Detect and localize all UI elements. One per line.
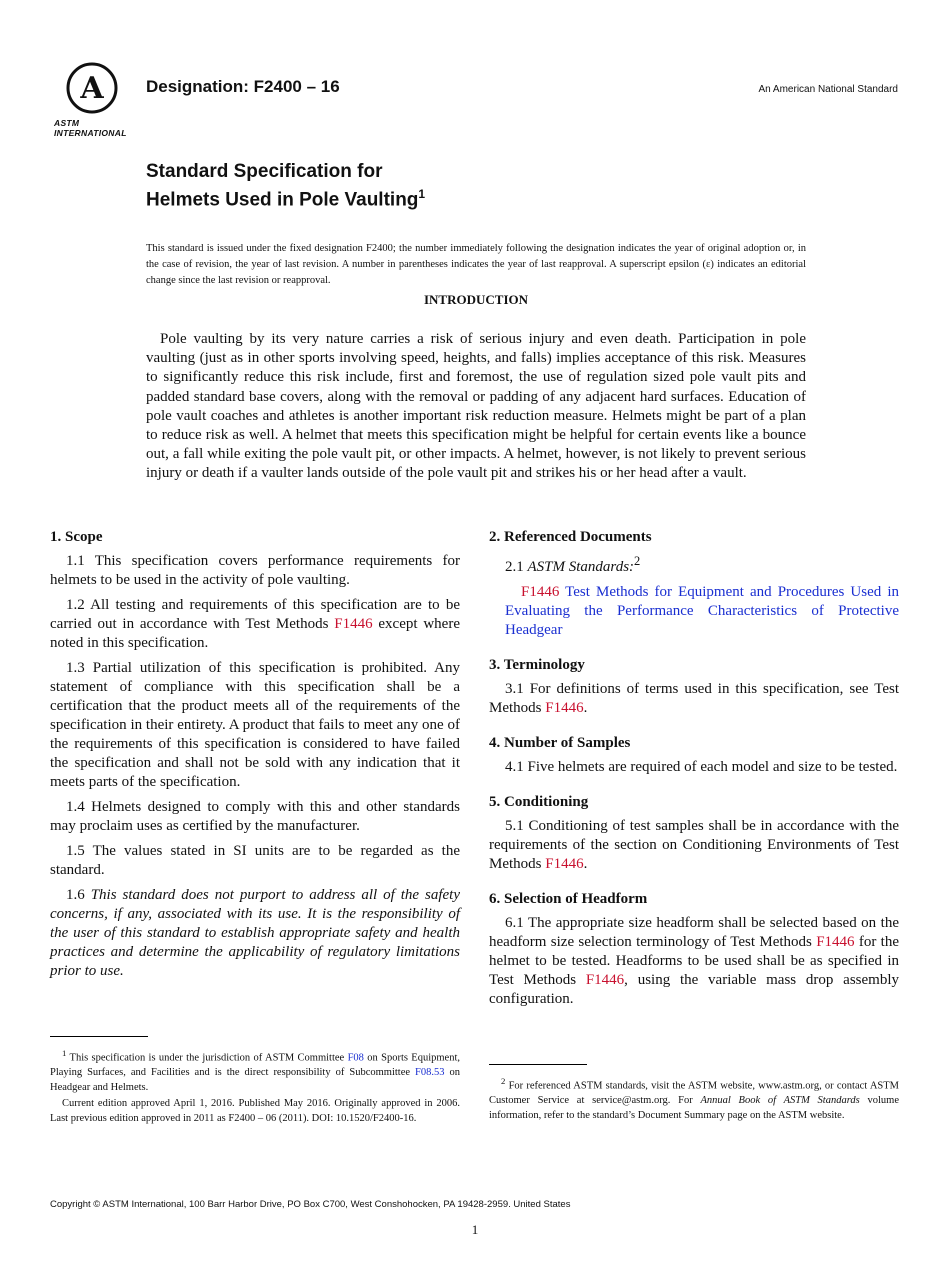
page-title — [146, 160, 425, 211]
para-1-4: 1.4 Helmets designed to comply with this and other standards may proclaim uses as certified by the manufacturer. — [50, 799, 460, 834]
link-f08[interactable]: F08 — [347, 1052, 364, 1064]
para-4-1: 4.1 Five helmets are required of each model and size to be tested. — [505, 759, 898, 775]
para-1-1: 1.1 This specification covers performance requirements for helmets to be used in the activity of pole vaulting. — [50, 553, 460, 588]
logo-wordmark: ASTM INTERNATIONAL — [54, 118, 127, 138]
link-f1446[interactable]: F1446 — [585, 972, 625, 988]
section-conditioning — [489, 793, 899, 874]
copyright: Copyright © ASTM International, 100 Barr Harbor Drive, PO Box C700, West Conshohocken, PA 19428-2959. United States — [50, 1199, 571, 1210]
referenced-heading: 2. Referenced Documents — [489, 529, 652, 545]
link-f1446[interactable]: F1446 — [334, 616, 373, 632]
section-samples — [489, 734, 899, 777]
terminology-heading: 3. Terminology — [489, 657, 585, 673]
samples-heading: 4. Number of Samples — [489, 735, 631, 751]
astm-logo — [52, 58, 134, 138]
left-column — [50, 528, 460, 997]
para-6-1: 6.1 The appropriate size headform shall be selected based on the headform size selection terminology of Test Methods F1446 for the helmet to be tested. Headforms to be used shall be as specified in Test Methods F1446, using the variable mass drop assembly configuration. — [489, 915, 899, 1007]
section-scope — [50, 528, 460, 981]
right-column — [489, 528, 899, 1025]
para-3-1: 3.1 For definitions of terms used in this specification, see Test Methods F1446. — [489, 681, 899, 716]
footnote-2: $^2$ For referenced ASTM standards, visit the ASTM website, www.astm.org, or contact ASTM Customer Service at service@astm.org. For Annual Book of ASTM Standards volume information, refer to the standard’s Document Summary page on the ASTM website. — [489, 1076, 899, 1121]
designation: Designation: F2400 – 16 — [146, 77, 340, 96]
link-f08-53[interactable]: F08.53 — [415, 1067, 445, 1078]
title-footnote-mark: 1 — [418, 187, 426, 201]
footnote-rule-right — [489, 1064, 587, 1065]
section-terminology — [489, 656, 899, 718]
footnote-rule-left — [50, 1036, 148, 1037]
preamble: This standard is issued under the fixed designation F2400; the number immediately following the designation indicates the year of original adoption or, in the case of revision, the year of last revision. A number in parentheses indicates the year of last reapproval. A superscript epsilon (ε) indicates an editorial change since the last revision or reapproval. — [146, 243, 806, 286]
introduction-text: Pole vaulting by its very nature carries a risk of serious injury and even death. Participation in pole vaulting (just as in other sports involving speed, heights, and falls) implies acceptance of this risk. Measures to significantly reduce this risk include, first and foremost, the use of regulation sized pole vault pits and padded standard base covers, along with the removal or padding of any adjacent hard surfaces. Education of pole vault coaches and athletes is another important risk reduction measure. Helmets might be part of a plan to reduce risk as well. A helmet that meets this specification might be helpful for certain events like a bounce out, a fall while exiting the pole vault pit, or other impacts. A helmet, however, is not likely to prevent serious injury or death if a vaulter lands outside of the pole vault pit and strikes his or her head after a vault. — [146, 331, 806, 482]
introduction-heading: INTRODUCTION — [423, 292, 528, 307]
para-1-3: 1.3 Partial utilization of this specification is prohibited. Any statement of compliance with this specification shall be a certification that the product meets all of the requirements of the specification in their entirety. A product that fails to meet any one of the requirements of this specification is considered to have failed the specification and shall not be sold with any indication that it meets parts of the specification. — [50, 660, 460, 790]
para-1-6: 1.6 This standard does not purport to address all of the safety concerns, if any, associated with its use. It is the responsibility of the user of this standard to establish appropriate safety and health practices and determine the applicability of regulatory limitations prior to use. — [50, 887, 461, 979]
headform-heading: 6. Selection of Headform — [489, 891, 648, 907]
title-line-2: Helmets Used in Pole Vaulting — [146, 189, 419, 211]
link-f1446[interactable]: F1446 — [545, 700, 584, 716]
para-5-1: 5.1 Conditioning of test samples shall be in accordance with the requirements of the section on Conditioning Environments of Test Methods F1446. — [489, 818, 899, 872]
footnote-1: $^1$ This specification is under the jurisdiction of ASTM Committee F08 on Sports Equipment, Playing Surfaces, and Facilities and is the direct responsibility of Subcommittee F08.53 on Headgear and Helmets. Current edition approved April 1, 2016. Published May 2016. Originally approved in 2006. Last previous edition approved in 2011 as F2400 – 06 (2011). DOI: 10.1520/F2400-16. — [50, 1048, 461, 1124]
section-headform — [489, 890, 899, 1009]
page-number: 1 — [471, 1222, 479, 1237]
link-f1446[interactable]: F1446 — [816, 934, 855, 950]
scope-heading: 1. Scope — [50, 529, 103, 545]
link-f1446[interactable]: F1446 — [545, 856, 584, 872]
national-standard-label: An American National Standard — [758, 84, 898, 95]
conditioning-heading: 5. Conditioning — [489, 794, 589, 810]
title-line-1: Standard Specification for — [146, 161, 383, 182]
section-referenced — [489, 528, 899, 640]
reference-f1446[interactable]: F1446 Test Methods for Equipment and Procedures Used in Evaluating the Performance Characteristics of Protective Headgear — [505, 584, 899, 638]
para-1-5: 1.5 The values stated in SI units are to be regarded as the standard. — [50, 843, 460, 878]
svg-text:A: A — [80, 71, 104, 106]
para-1-2: 1.2 All testing and requirements of this specification are to be carried out in accordance with Test Methods F1446 except where noted in this specification. — [50, 597, 460, 651]
para-2-1: 2.1 ASTM Standards:$^2$ — [505, 554, 641, 575]
